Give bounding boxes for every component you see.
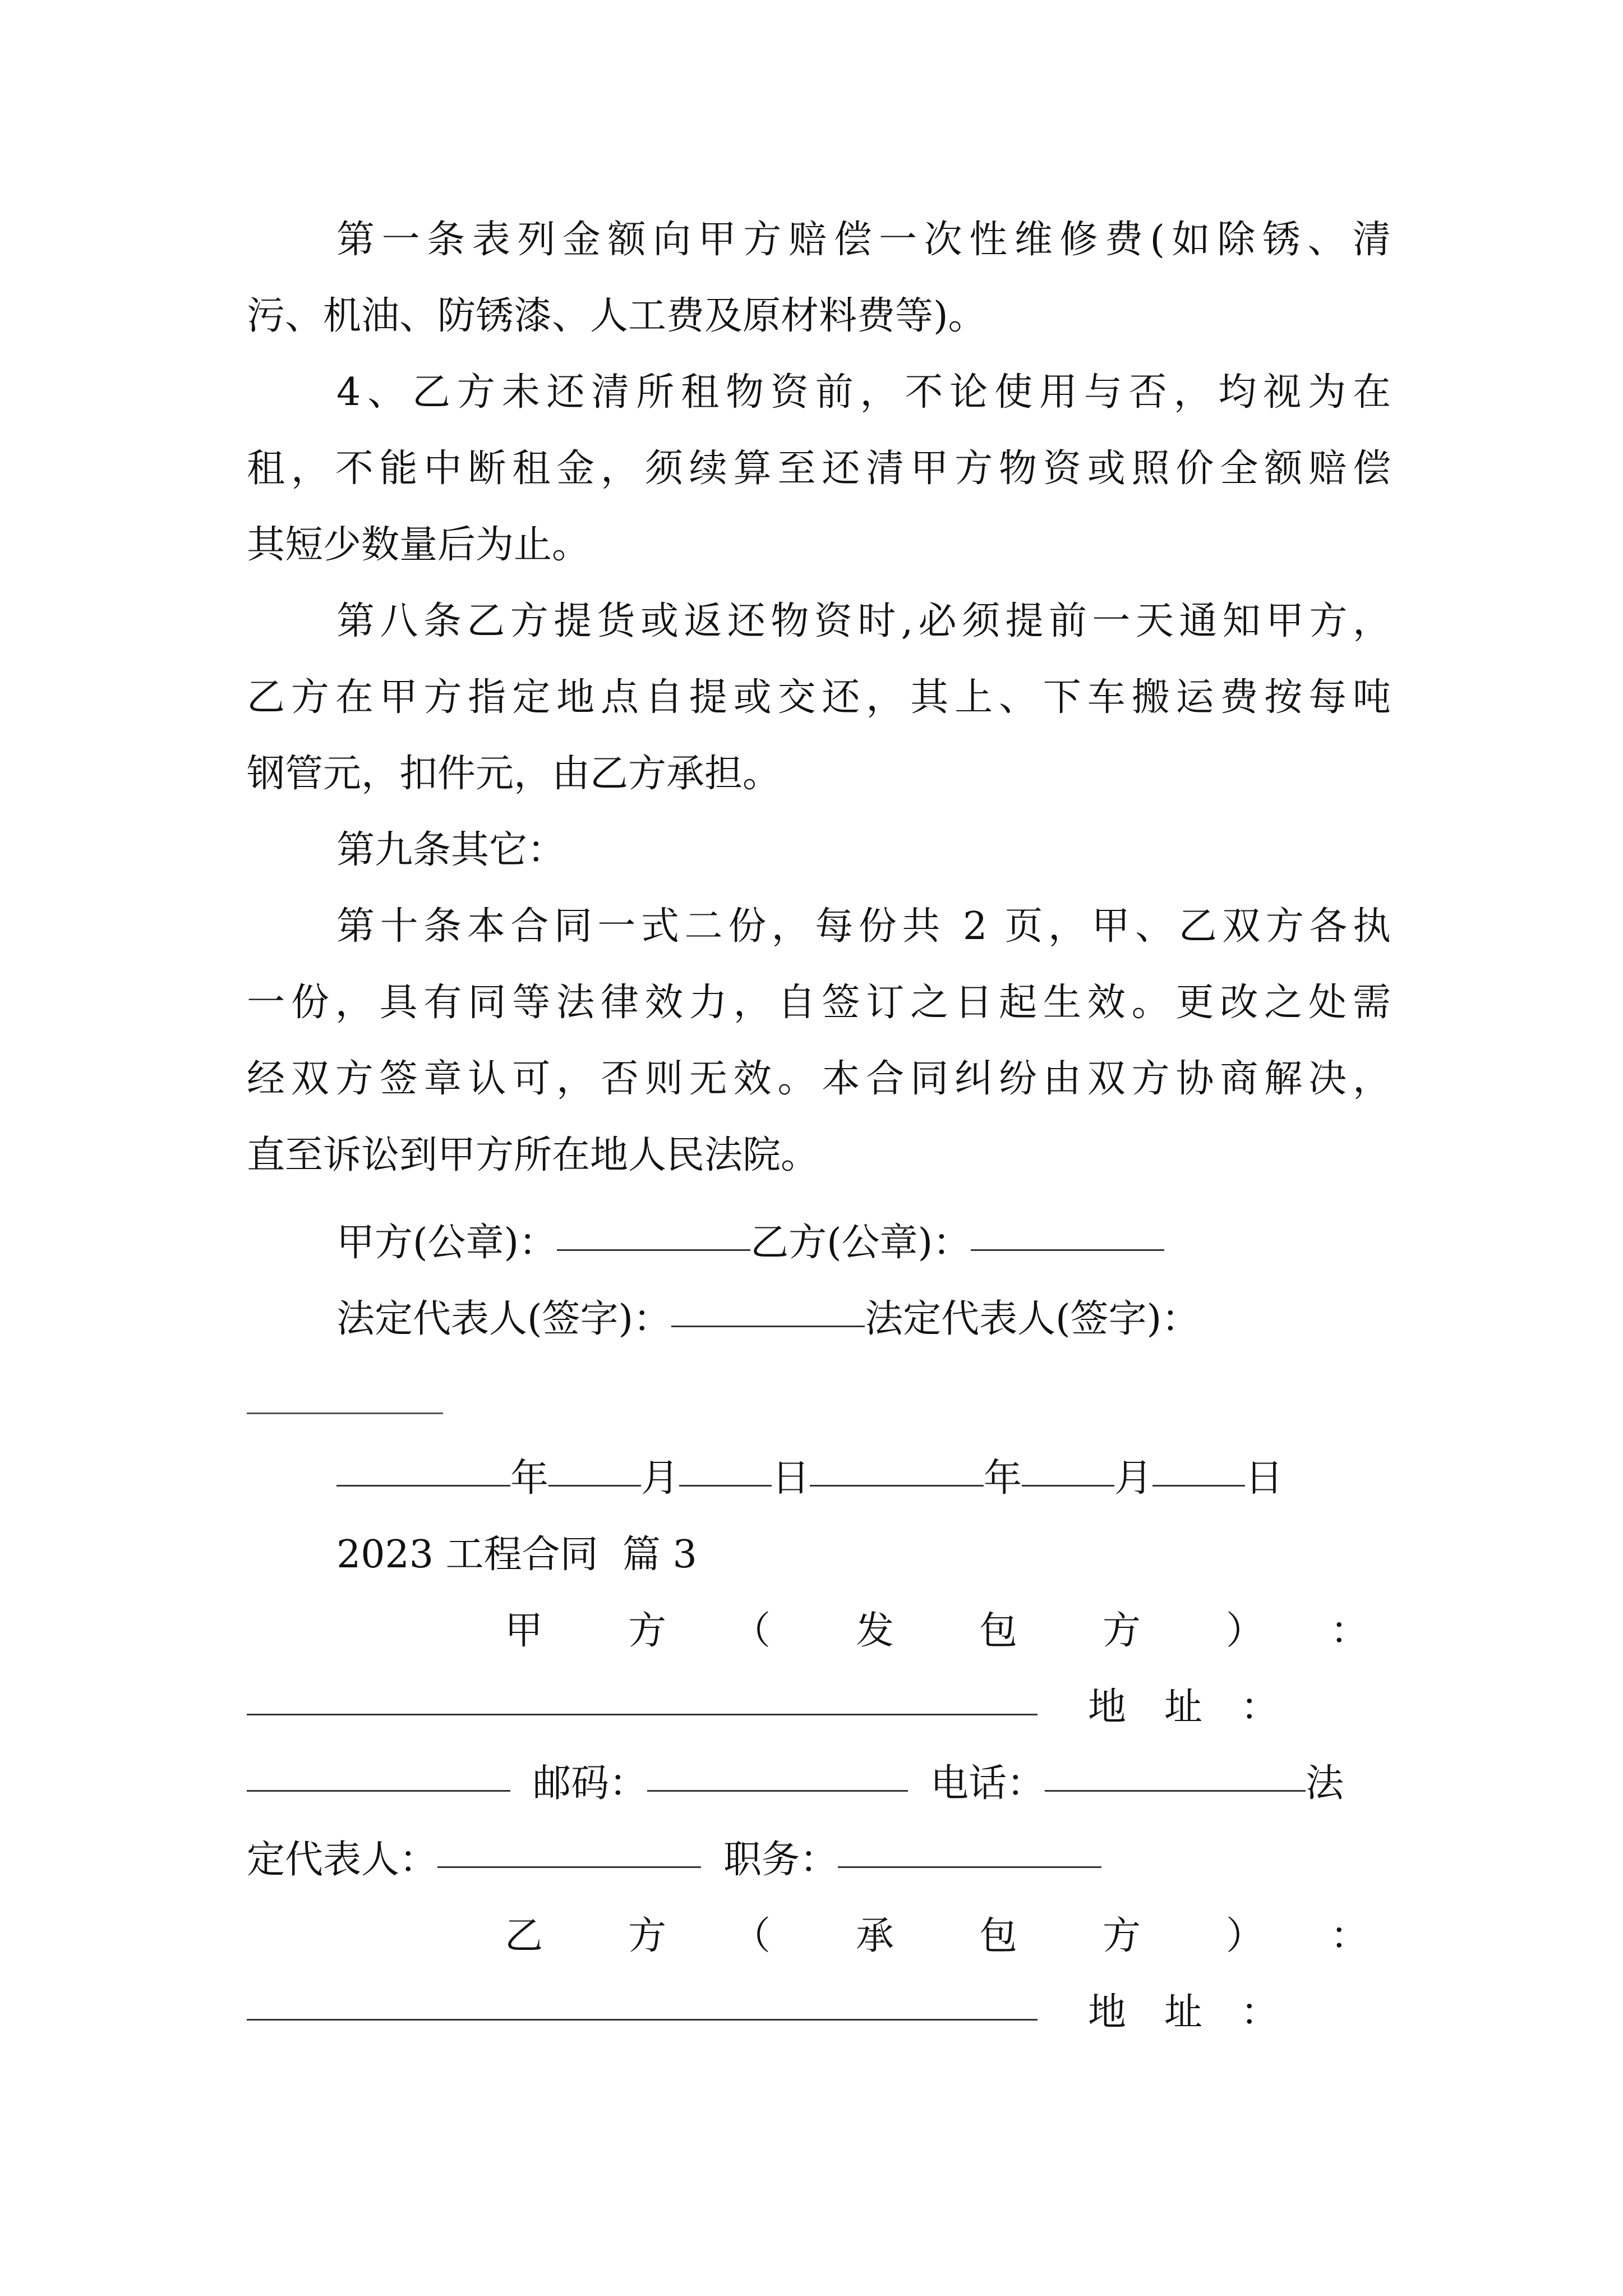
item-4-line-1: 4、乙方未还清所租物资前，不论使用与否，均视为在 <box>336 370 1391 415</box>
article-10-line-4: 直至诉讼到甲方所在地人民法院。 <box>247 1133 819 1177</box>
phone-label: 电话： <box>930 1761 1045 1806</box>
zip-blank[interactable] <box>647 1790 908 1792</box>
rep-a-label: 法定代表人(签字)： <box>336 1297 672 1341</box>
party-b-seal-label: 乙方(公章)： <box>750 1221 971 1265</box>
clause-repair-line-2: 污、机油、防锈漆、人工费及原材料费等)。 <box>247 294 986 338</box>
month-b-blank[interactable] <box>1022 1485 1114 1487</box>
year-b-label: 年 <box>984 1456 1022 1501</box>
rep-label: 定代表人： <box>247 1838 438 1882</box>
day-b-blank[interactable] <box>1152 1485 1245 1487</box>
rep-a-blank[interactable] <box>671 1326 865 1327</box>
article-10-line-3: 经双方签章认可，否则无效。本合同纠纷由双方协商解决， <box>247 1057 1391 1101</box>
party-a-label: 甲 方 （ 发 包 方 ） ： <box>505 1609 1368 1653</box>
date-line <box>336 1441 1391 1517</box>
party-b-address-line <box>247 1975 1391 2051</box>
article-8-line-2: 乙方在甲方指定地点自提或交还，其上、下车搬运费按每吨 <box>247 675 1391 720</box>
title-blank[interactable] <box>838 1866 1101 1868</box>
article-8-line-1: 第八条乙方提货或返还物资时,必须提前一天通知甲方， <box>336 599 1391 643</box>
rep-blank[interactable] <box>437 1866 701 1868</box>
party-a-address-line <box>247 1669 1391 1746</box>
year-a-blank[interactable] <box>336 1485 510 1487</box>
party-a-seal-label: 甲方(公章)： <box>336 1221 557 1265</box>
clause-repair-line-1: 第一条表列金额向甲方赔偿一次性维修费(如除锈、清 <box>336 218 1391 262</box>
item-4-line-2: 租，不能中断租金，须续算至还清甲方物资或照价全额赔偿 <box>247 447 1391 491</box>
seal-line <box>336 1205 1391 1281</box>
rep-b-blank[interactable] <box>247 1412 443 1414</box>
address-label-a: 地 址 ： <box>1088 1685 1279 1729</box>
article-8-line-3: 钢管元，扣件元，由乙方承担。 <box>247 752 781 796</box>
article-9-line-1: 第九条其它： <box>336 828 566 872</box>
day-a-blank[interactable] <box>679 1485 772 1487</box>
party-a-name-blank[interactable] <box>247 1714 1038 1715</box>
article-10-line-2: 一份，具有同等法律效力，自签订之日起生效。更改之处需 <box>247 981 1391 1025</box>
representative-line <box>336 1281 1391 1358</box>
party-b-name-blank[interactable] <box>247 2019 1038 2021</box>
year-b-blank[interactable] <box>810 1485 984 1487</box>
month-a-blank[interactable] <box>548 1485 641 1487</box>
party-b-seal-blank[interactable] <box>971 1249 1164 1251</box>
year-a-label: 年 <box>510 1456 549 1501</box>
item-4-line-3: 其短少数量后为止。 <box>247 523 591 567</box>
month-a-label: 月 <box>641 1456 680 1501</box>
section-heading: 2023 工程合同 篇 3 <box>336 1533 697 1577</box>
phone-blank[interactable] <box>1045 1790 1306 1792</box>
rep-prefix: 法 <box>1306 1761 1344 1806</box>
party-b-label: 乙 方 （ 承 包 方 ） ： <box>505 1914 1368 1958</box>
title-label: 职务： <box>723 1838 838 1882</box>
party-a-rep-line <box>247 1822 1391 1898</box>
month-b-label: 月 <box>1114 1456 1153 1501</box>
article-10-line-1: 第十条本合同一式二份，每份共 2 页，甲、乙双方各执 <box>336 904 1391 949</box>
rep-b-label: 法定代表人(签字)： <box>865 1297 1200 1341</box>
zip-label: 邮码： <box>533 1761 648 1806</box>
address-label-b: 地 址 ： <box>1088 1990 1279 2035</box>
party-a-contact-line <box>247 1746 1391 1822</box>
party-a-seal-blank[interactable] <box>557 1249 750 1251</box>
party-a-address-blank[interactable] <box>247 1790 510 1792</box>
day-a-label: 日 <box>772 1456 810 1501</box>
day-b-label: 日 <box>1245 1456 1284 1501</box>
